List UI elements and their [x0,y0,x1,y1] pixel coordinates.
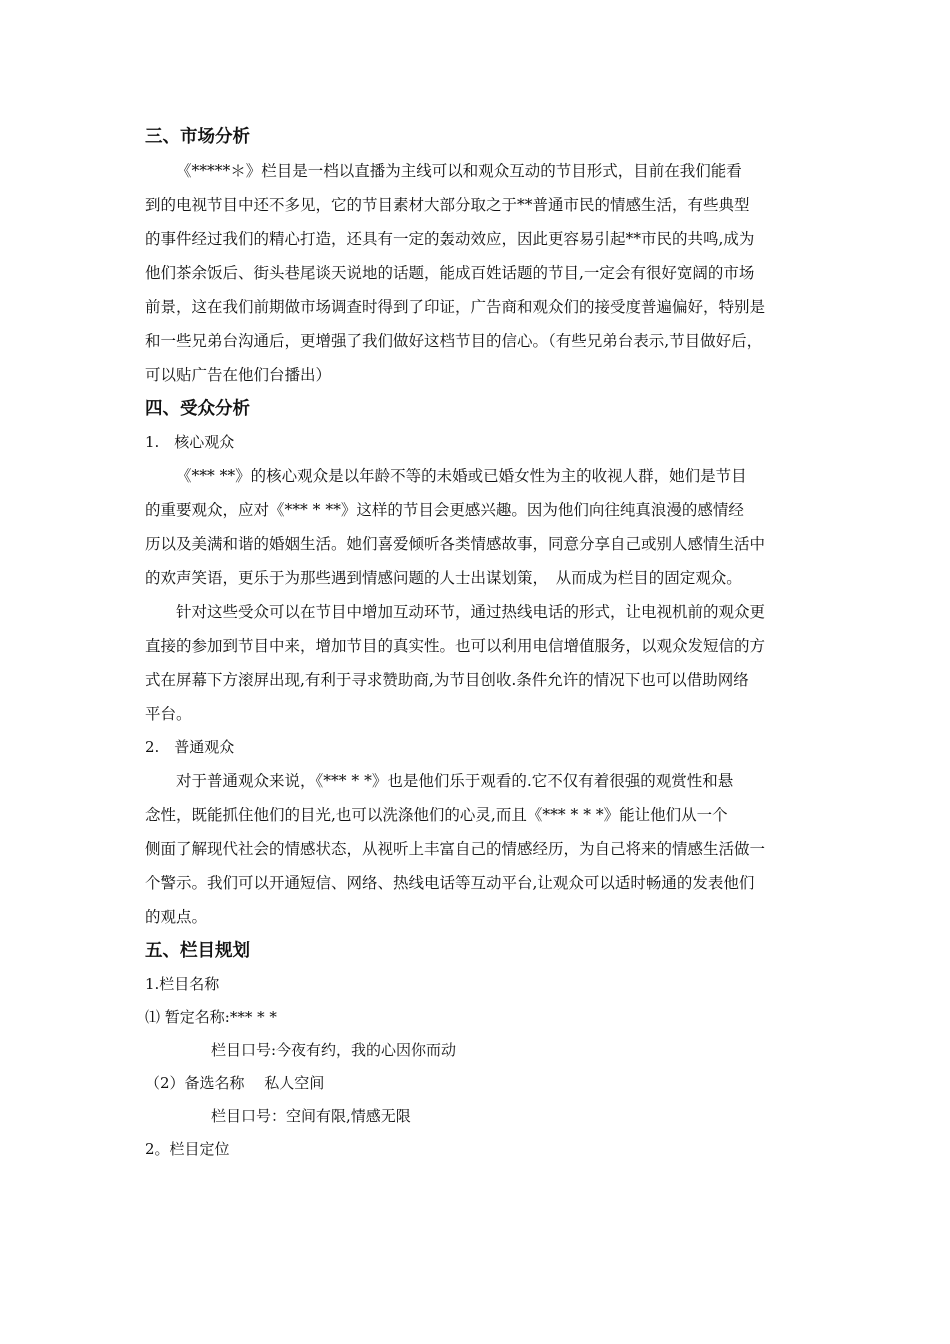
subheading-general-audience: 2. 普通观众 [145,738,235,756]
text-line: 个警示。我们可以开通短信、网络、热线电话等互动平台,让观众可以适时畅通的发表他们 [145,874,755,892]
paragraph-general-audience [145,764,825,934]
text-line: 侧面了解现代社会的情感状态，从视听上丰富自己的情感经历，为自己将来的情感生活做一 [145,840,766,858]
section-heading-program-planning: 五、栏目规划 [145,941,250,961]
text-line: 针对这些受众可以在节目中增加互动环节，通过热线电话的形式，让电视机前的观众更 [176,603,766,621]
section-heading-market-analysis: 三、市场分析 [145,127,250,147]
text-line: 的重要观众，应对《*** * **》这样的节目会更感兴趣。因为他们向往纯真浪漫的感情经 [145,501,744,519]
text-line: 的事件经过我们的精心打造，还具有一定的轰动效应，因此更容易引起**市民的共鸣,成为 [145,230,755,248]
text-line: 可以贴广告在他们台播出） [145,366,332,384]
text-line: 的观点。 [145,908,208,926]
text-line: 念性，既能抓住他们的目光,也可以洗涤他们的心灵,而且《*** * * *》能让他们从一个 [145,806,728,824]
text-line: 历以及美满和谐的婚姻生活。她们喜爱倾听各类情感故事，同意分享自己或别人感情生活中 [145,535,766,553]
text-line: 《*** **》的核心观众是以年龄不等的未婚或已婚女性为主的收视人群，她们是节目 [176,467,747,485]
alternative-name: （2）备选名称 私人空间 [145,1074,325,1092]
item-program-positioning: 2。栏目定位 [145,1140,230,1158]
text-line: 他们茶余饭后、街头巷尾谈天说地的话题，能成百姓话题的节目,一定会有很好宽阔的市场 [145,264,755,282]
text-line: 和一些兄弟台沟通后，更增强了我们做好这档节目的信心。（有些兄弟台表示,节目做好后， [145,332,763,350]
text-line: 平台。 [145,705,192,723]
text-line: 对于普通观众来说，《*** * *》也是他们乐于观看的.它不仅有着很强的观赏性和悬 [176,772,734,790]
text-line: 到的电视节目中还不多见，它的节目素材大部分取之于**普通市民的情感生活，有些典型 [145,196,750,214]
item-program-name: 1.栏目名称 [145,975,220,993]
paragraph-core-audience-1 [145,459,825,595]
subheading-core-audience: 1. 核心观众 [145,433,235,451]
document-body [145,120,825,1166]
text-line: 《*****＊》栏目是一档以直播为主线可以和观众互动的节目形式，目前在我们能看 [176,162,742,180]
text-line: 的欢声笑语，更乐于为那些遇到情感问题的人士出谋划策， 从而成为栏目的固定观众。 [145,569,742,587]
text-line: 前景，这在我们前期做市场调查时得到了印证，广告商和观众们的接受度普遍偏好，特别是 [145,298,766,316]
text-line: 直接的参加到节目中来，增加节目的真实性。也可以利用电信增值服务，以观众发短信的方 [145,637,766,655]
section-heading-audience-analysis: 四、受众分析 [145,399,250,419]
slogan-1: 栏目口号:今夜有约，我的心因你而动 [211,1041,457,1059]
paragraph-core-audience-2 [145,595,825,731]
tentative-name: ⑴ 暂定名称:*** * * [145,1008,277,1026]
slogan-2: 栏目口号：空间有限,情感无限 [211,1107,411,1125]
text-line: 式在屏幕下方滚屏出现,有利于寻求赞助商,为节目创收.条件允许的情况下也可以借助网络 [145,671,749,689]
paragraph-market-analysis [145,154,825,392]
